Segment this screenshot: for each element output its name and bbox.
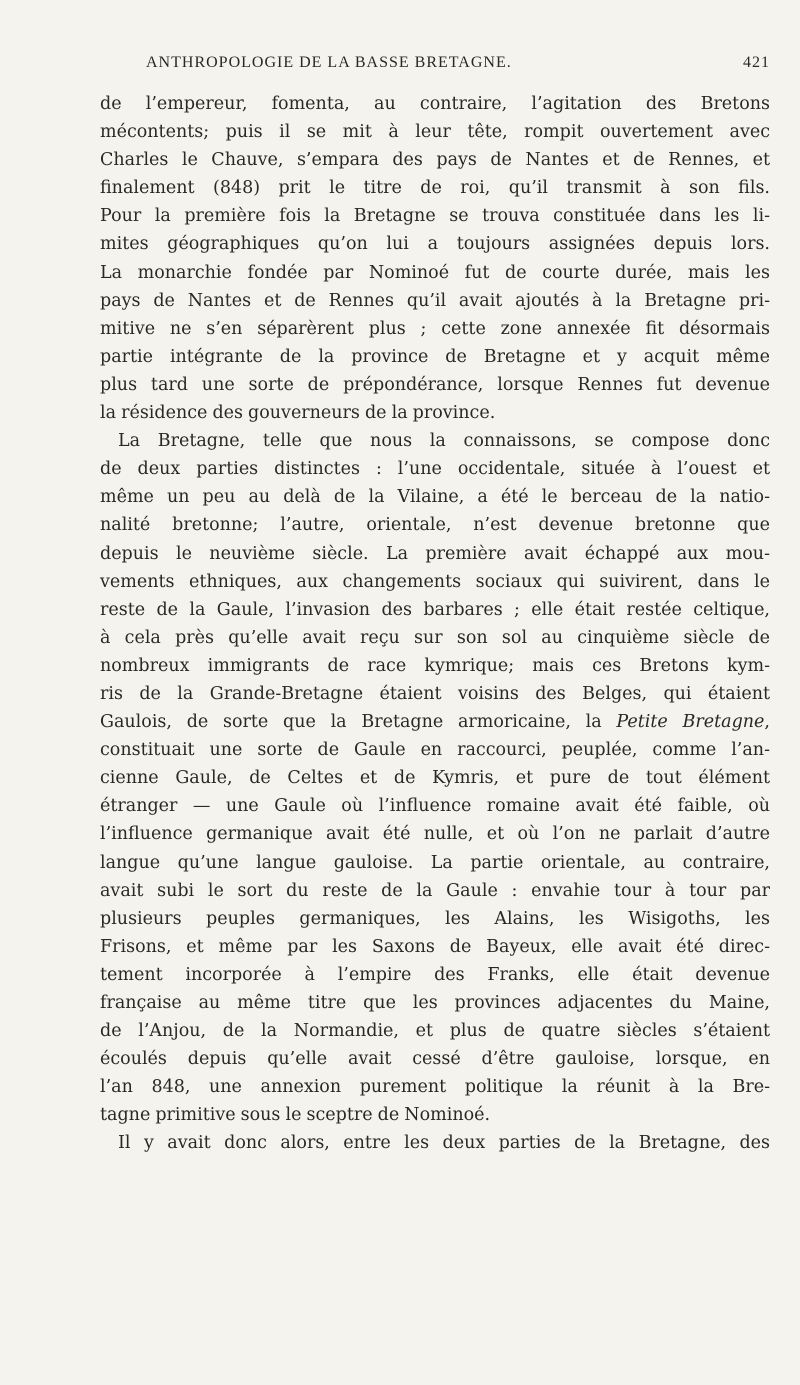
punctuation: , [764, 712, 770, 733]
text-line: mécontents; puis il se mit à leur tête, rompit ouvertement avec [100, 122, 770, 143]
text-line: langue qu’une langue gauloise. La partie orientale, au contraire, [100, 852, 770, 873]
text-line: de deux parties distinctes : l’une occidentale, située à l’ouest et [100, 459, 770, 480]
text-line: tement incorporée à l’empire des Franks, elle était devenue [100, 964, 770, 985]
text-line: pays de Nantes et de Rennes qu’il avait ajoutés à la Bretagne pri- [100, 290, 770, 311]
text-line: de l’Anjou, de la Normandie, et plus de quatre siècles s’étaient [100, 1021, 770, 1042]
running-head [100, 52, 770, 82]
body-text [100, 90, 770, 1158]
text-line: étranger — une Gaule où l’influence romaine avait été faible, où [100, 796, 770, 817]
text-line: depuis le neuvième siècle. La première avait échappé aux mou- [100, 543, 770, 564]
text-line: Charles le Chauve, s’empara des pays de Nantes et de Rennes, et [100, 150, 770, 171]
text-line: finalement (848) prit le titre de roi, qu’il transmit à son fils. [100, 178, 770, 199]
text-line: cienne Gaule, de Celtes et de Kymris, et pure de tout élément [100, 768, 770, 789]
text-line: La monarchie fondée par Nominoé fut de courte durée, mais les [100, 262, 770, 283]
text-line: écoulés depuis qu’elle avait cessé d’être gauloise, lorsque, en [100, 1049, 770, 1070]
text-line: Il y avait donc alors, entre les deux parties de la Bretagne, des [118, 1133, 770, 1154]
text-segment: Gaulois, de sorte que la Bretagne armoricaine, la [100, 712, 602, 733]
text-line: nombreux immigrants de race kymrique; mais ces Bretons kym- [100, 655, 770, 676]
text-line: reste de la Gaule, l’invasion des barbares ; elle était restée celtique, [100, 599, 770, 620]
text-line: vements ethniques, aux changements sociaux qui suivirent, dans le [100, 571, 770, 592]
italic-phrase: Petite Bretagne [616, 712, 765, 733]
text-line: la résidence des gouverneurs de la province. [100, 403, 496, 424]
text-line: ris de la Grande-Bretagne étaient voisins des Belges, qui étaient [100, 683, 770, 704]
text-line: Frisons, et même par les Saxons de Bayeux, elle avait été direc- [100, 936, 770, 957]
text-line: nalité bretonne; l’autre, orientale, n’est devenue bretonne que [100, 515, 770, 536]
text-line: plus tard une sorte de prépondérance, lorsque Rennes fut devenue [100, 374, 770, 395]
running-title: ANTHROPOLOGIE DE LA BASSE BRETAGNE. [146, 54, 512, 71]
text-line: mites géographiques qu’on lui a toujours assignées depuis lors. [100, 234, 770, 255]
text-line: française au même titre que les provinces adjacentes du Maine, [100, 993, 770, 1013]
text-line: l’influence germanique avait été nulle, et où l’on ne parlait d’autre [100, 824, 770, 845]
text-line: l’an 848, une annexion purement politique la réunit à la Bre- [100, 1077, 770, 1098]
text-line: Pour la première fois la Bretagne se trouva constituée dans les li- [100, 206, 770, 227]
text-line: mitive ne s’en séparèrent plus ; cette zone annexée fit désormais [100, 318, 770, 339]
text-line: tagne primitive sous le sceptre de Nominoé. [100, 1105, 491, 1126]
page-number: 421 [743, 54, 770, 71]
text-line: constituait une sorte de Gaule en raccourci, peuplée, comme l’an- [100, 740, 770, 761]
text-line: La Bretagne, telle que nous la connaissons, se compose donc [118, 431, 770, 452]
text-line: de l’empereur, fomenta, au contraire, l’agitation des Bretons [100, 94, 770, 114]
text-line: partie intégrante de la province de Bretagne et y acquit même [100, 346, 770, 367]
text-line: plusieurs peuples germaniques, les Alains, les Wisigoths, les [100, 908, 770, 929]
text-line: avait subi le sort du reste de la Gaule : envahie tour à tour par [100, 880, 770, 901]
text-line-with-italic [100, 708, 770, 736]
text-line: à cela près qu’elle avait reçu sur son sol au cinquième siècle de [100, 627, 770, 648]
text-line: même un peu au delà de la Vilaine, a été le berceau de la natio- [100, 487, 770, 508]
